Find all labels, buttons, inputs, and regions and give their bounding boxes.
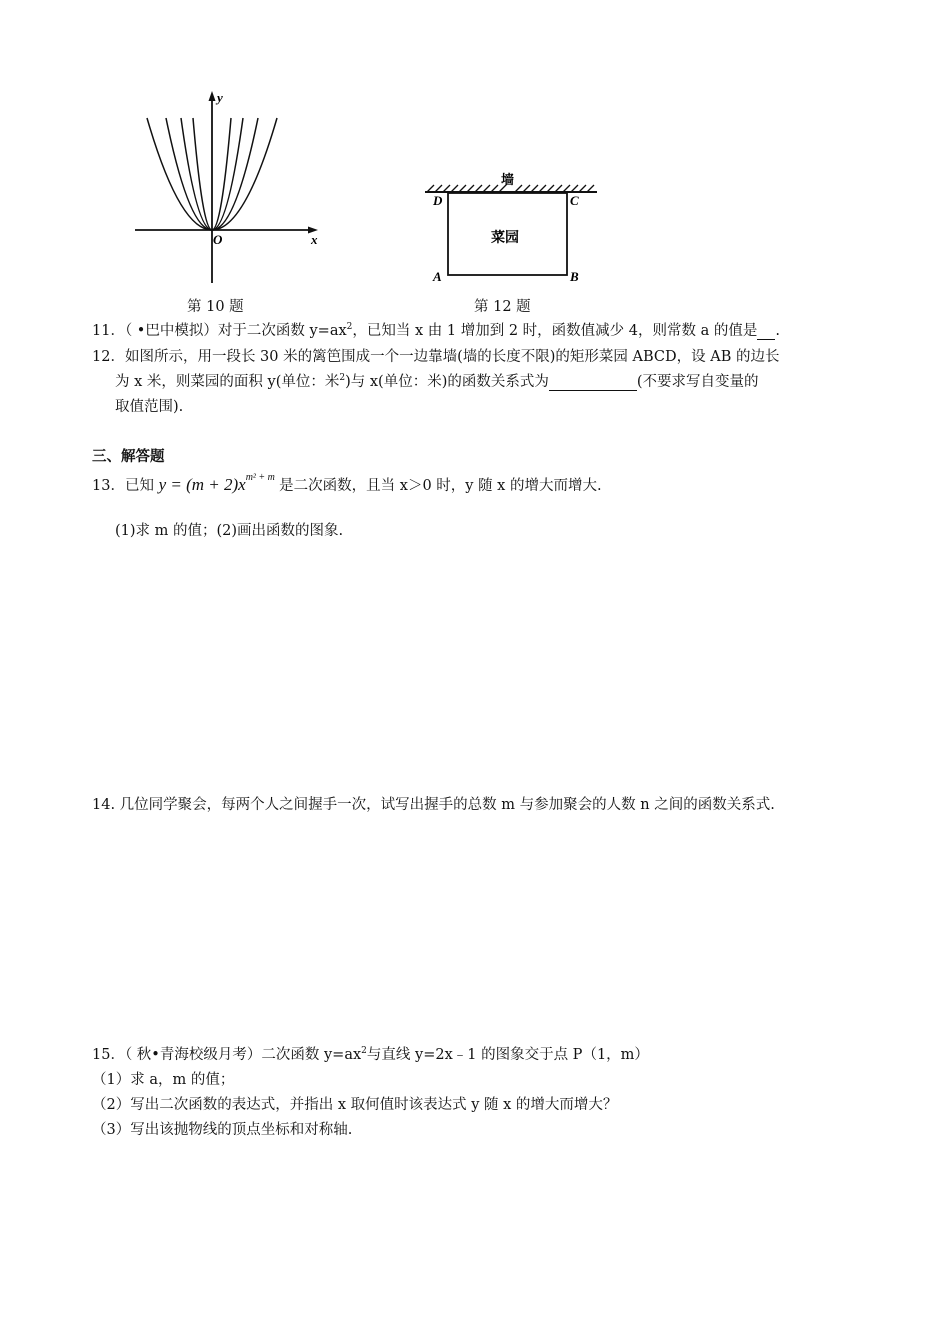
corner-c-label: C [570, 193, 579, 208]
q11-text-b: ，已知当 x 由 1 增加到 2 时，函数值减少 4，则常数 a 的值是 [352, 323, 758, 339]
figure-12-garden [415, 165, 605, 290]
q13-formula [158, 471, 280, 494]
question-15 [92, 1043, 649, 1064]
q15-sub-2: （2）写出二次函数的表达式，并指出 x 取何值时该表达式 y 随 x 的增大而增大？ [92, 1097, 618, 1113]
q15-sub-3: （3）写出该抛物线的顶点坐标和对称轴. [92, 1122, 353, 1138]
q12-line-2b: )与 x(单位：米)的函数关系式为 [345, 374, 549, 390]
garden-label: 菜园 [491, 230, 519, 246]
x-axis-label: x [311, 232, 318, 247]
question-14: 14. 几位同学聚会，每两个人之间握手一次，试写出握手的总数 m 与参加聚会的人数 n 之间的函数关系式. [92, 797, 775, 813]
q12-line-2 [115, 370, 759, 391]
q12-answer-blank[interactable] [549, 374, 637, 391]
q12-exponent: 2 [339, 373, 346, 383]
corner-d-label: D [433, 193, 443, 208]
q13-formula-main: y = (m + 2)x [158, 474, 246, 494]
q11-source: （ •巴中模拟） [124, 323, 218, 339]
question-13 [92, 471, 602, 495]
q15-number: 15． [92, 1047, 125, 1063]
wall-label: 墙 [501, 173, 515, 188]
q15-exponent: 2 [361, 1046, 367, 1056]
q13-formula-exponent: m² + m [245, 471, 275, 483]
q12-line-1: 12．如图所示，用一段长 30 米的篱笆围成一个一边靠墙(墙的长度不限)的矩形菜园 ABCD，设 AB 的边长 [92, 349, 780, 365]
q13-subquestions: (1)求 m 的值；(2)画出函数的图象. [115, 523, 344, 539]
q11-text-a: 对于二次函数 y=ax [217, 323, 347, 339]
corner-b-label: B [570, 269, 579, 284]
q11-answer-blank[interactable] [757, 323, 775, 340]
q11-exponent: 2 [346, 322, 353, 332]
figure-10-caption: 第 10 题 [187, 299, 244, 315]
y-axis-label: y [217, 90, 223, 105]
q12-line-3: 取值范围). [115, 399, 184, 415]
origin-label: O [213, 232, 223, 247]
section-3-heading: 三、解答题 [92, 449, 165, 465]
q15-source: （ 秋•青海校级月考） [124, 1047, 262, 1063]
q11-number: 11． [92, 323, 125, 339]
q12-line-2a: 为 x 米，则菜园的面积 y(单位：米 [115, 374, 340, 390]
q13-prefix: 13．已知 [92, 478, 154, 494]
figure-10-parabolas [125, 88, 325, 288]
figure-12-caption: 第 12 题 [474, 299, 531, 315]
q15-sub-1: （1）求 a，m 的值； [92, 1072, 235, 1088]
question-11 [92, 319, 780, 340]
q15-text-b: 与直线 y=2x﹣1 的图象交于点 P（1，m） [366, 1047, 649, 1063]
corner-a-label: A [433, 269, 442, 284]
q13-suffix: 是二次函数，且当 x＞0 时，y 随 x 的增大而增大. [279, 478, 602, 494]
q12-line-2c: (不要求写自变量的 [636, 374, 759, 390]
q15-text-a: 二次函数 y=ax [261, 1047, 362, 1063]
q11-text-c: . [775, 323, 780, 339]
y-axis-arrow [209, 91, 216, 101]
